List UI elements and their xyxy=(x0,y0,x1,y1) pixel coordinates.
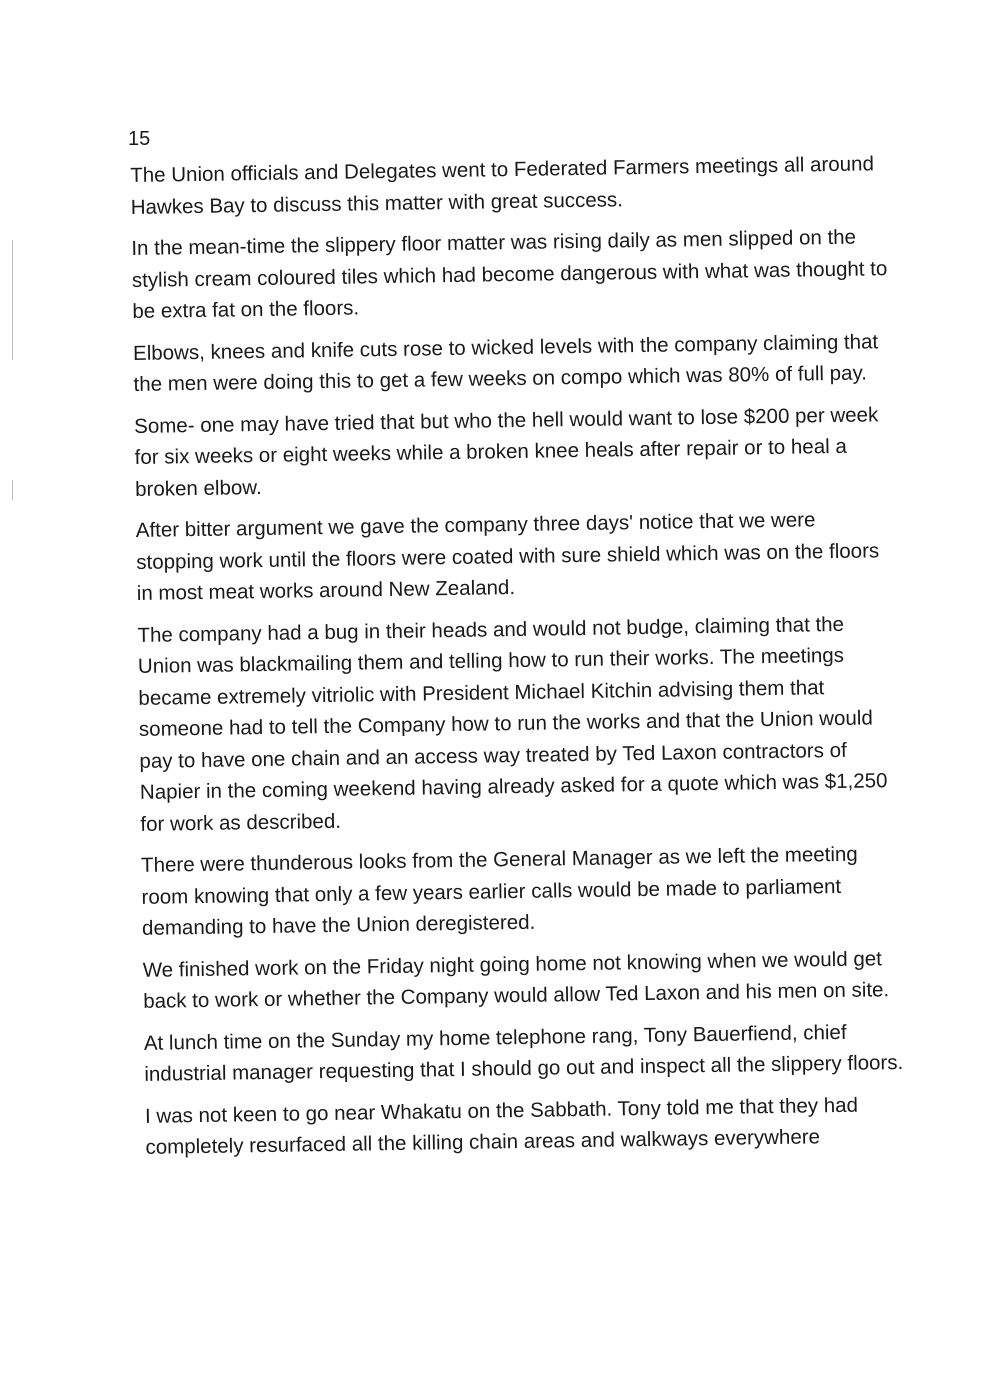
paragraph: The company had a bug in their heads and would not budge, claiming that the Union was blackmailing them and telling how to run their works. The meetings became extremely vitriolic with President Michael Kitchin advising them that someone had to tell the Company how to run the works and that the Union would pay to have one chain and an access way treated by Ted Laxon contractors of Napier in the coming weekend having already asked for a quote which was $1,250 for work as described. xyxy=(137,612,888,836)
paragraph: There were thunderous looks from the General Manager as we left the meeting room knowing that only a few years earlier calls would be made to parliament demanding to have the Union deregistered. xyxy=(140,842,858,940)
paragraph: At lunch time on the Sunday my home telephone rang, Tony Bauerfiend, chief industrial manager requesting that I should go out and inspect all the slippery floors. xyxy=(143,1020,904,1086)
paragraph: The Union officials and Delegates went to Federated Farmers meetings all around Hawkes Bay to discuss this matter with great success. xyxy=(130,152,875,219)
scan-margin-mark xyxy=(12,240,13,360)
paragraph: I was not keen to go near Whakatu on the Sabbath. Tony told me that they had completely resurfaced all the killing chain areas and walkways everywhere xyxy=(144,1093,859,1159)
paragraph: Elbows, knees and knife cuts rose to wicked levels with the company claiming that the men were doing this to get a few weeks on compo which was 80% of full pay. xyxy=(132,329,879,396)
body-text xyxy=(130,148,906,1173)
paragraph: After bitter argument we gave the company three days' notice that we were stopping work until the floors were coated with sure shield which was on the floors in most meat works around New Zealand. xyxy=(135,508,880,605)
paragraph: We finished work on the Friday night going home not knowing when we would get back to work or whether the Company would allow Ted Laxon and his men on site. xyxy=(142,946,890,1013)
paragraph: In the mean-time the slippery floor matter was rising daily as men slipped on the stylish cream coloured tiles which had become dangerous with what was thought to be extra fat on the floors. xyxy=(131,225,888,323)
scan-margin-mark xyxy=(12,480,13,500)
page-number: 15 xyxy=(128,128,151,150)
paragraph: Some- one may have tried that but who the hell would want to lose $200 per week for six weeks or eight weeks while a broken knee heals after repair or to heal a broken elbow. xyxy=(133,402,879,501)
